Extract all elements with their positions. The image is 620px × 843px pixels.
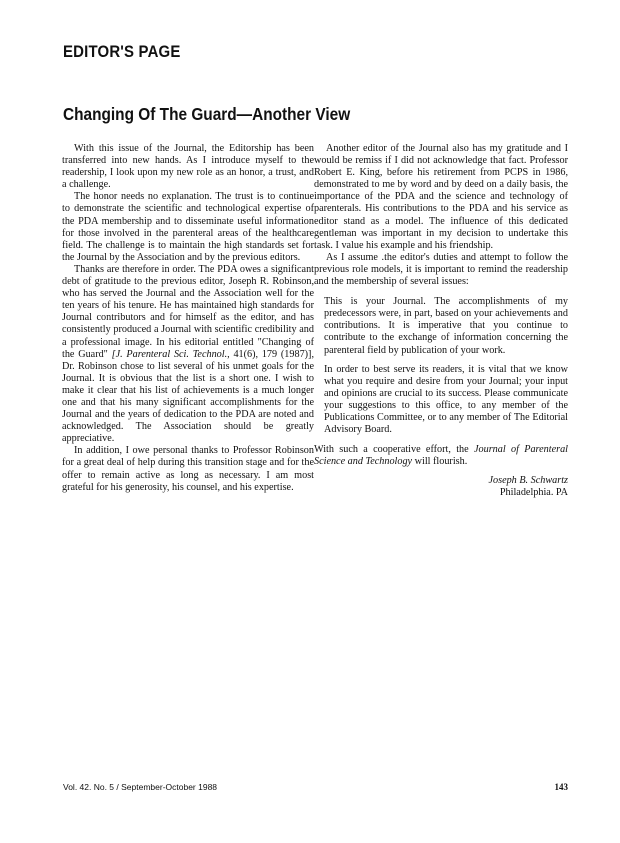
issue-your-journal: This is your Journal. The accomplishments of my predecessors were, in part, based on your achievements and contributions. It is imperative that you continue to contribute to the exchange of information concerning the parenteral field by publication of your work. (324, 296, 568, 356)
issue-serve-readers: In order to best serve its readers, it is vital that we know what you require and desire from your Journal; your input and opinions are crucial to its success. Please communicate your suggestions to this office, to any member of the Publications Committee, or to any member of The Editorial Advisory Board. (324, 363, 568, 436)
section-heading: EDITOR'S PAGE (63, 42, 181, 61)
closing-text-b: will flourish. (412, 456, 468, 468)
paragraph-closing (314, 444, 568, 468)
thanks-text-b: 41(6), 179 (1987)], Dr. Robinson chose to list several of his unmet goals for the Journal. It is obvious that the list is a short one. I wish to make it clear that his list of achievements is a much longer one and that his many significant accomplishments for the Journal and the years of dedication to the PDA are noted and acknowledged. The Association should be greatly appreciative. (62, 348, 314, 445)
article-title: Changing Of The Guard—Another View (63, 104, 351, 124)
paragraph-thanks (62, 264, 314, 445)
page-number: 143 (554, 782, 568, 792)
paragraph-intro: With this issue of the Journal, the Editorship has been transferred into new hands. As I introduce myself to the readership, I look upon my new role as an honor, a trust, and a challenge. (62, 143, 314, 191)
paragraph-issues-intro: As I assume .the editor's duties and attempt to follow the previous role models, it is important to remind the readership and the membership of several issues: (314, 251, 568, 288)
footer-issue: Vol. 42. No. 5 / September-October 1988 (63, 782, 218, 792)
paragraph-honor: The honor needs no explanation. The trust is to continue to demonstrate the scientific and technological expertise of the PDA membership and to disseminate useful information for those involved in the parenteral areas of the healthcare field. The challenge is to maintain the high standards set for the Journal by the Association and by the previous editors. (62, 191, 314, 263)
paragraph-personal-thanks: In addition, I owe personal thanks to Professor Robinson for a great deal of help during this transition stage and for the offer to remain active as long as necessary. I am most grateful for his generosity, his counsel, and his expertise. (62, 445, 314, 493)
journal-name: Journal of Parenteral Science and Technology (314, 444, 569, 468)
thanks-text-a: Thanks are therefore in order. The PDA owes a significant debt of gratitude to the previous editor, Joseph R. Robinson, who has served the Journal and the Association well for the ten years of his tenure. He has maintained high standards for Journal contributors and for himself as the editor, and has consistently produced a Journal with scientific credibility and a professional image. In his editorial entitled "Changing of the Guard" (62, 263, 314, 360)
paragraph-king: Another editor of the Journal also has my gratitude and I would be remiss if I did not acknowledge that fact. Professor Robert E. King, before his retirement from PCPS in 1986, demonstrated to me by word and by deed on a daily basis, the importance of the PDA and the science and technology of parenterals. His contributions to the PDA and his service as editor stand as a model. The influence of this dedicated gentleman was important in my decision to undertake this task. I value his example and his friendship. (314, 143, 568, 251)
signature-block (314, 475, 568, 499)
signature-place: Philadelphia. PA (499, 487, 568, 499)
left-column (62, 143, 314, 494)
signature-name: Joseph B. Schwartz (488, 475, 568, 487)
journal-citation: [J. Parenteral Sci. Technol., (111, 348, 230, 360)
right-column (314, 143, 568, 500)
closing-text-a: With such a cooperative effort, the (314, 444, 474, 456)
